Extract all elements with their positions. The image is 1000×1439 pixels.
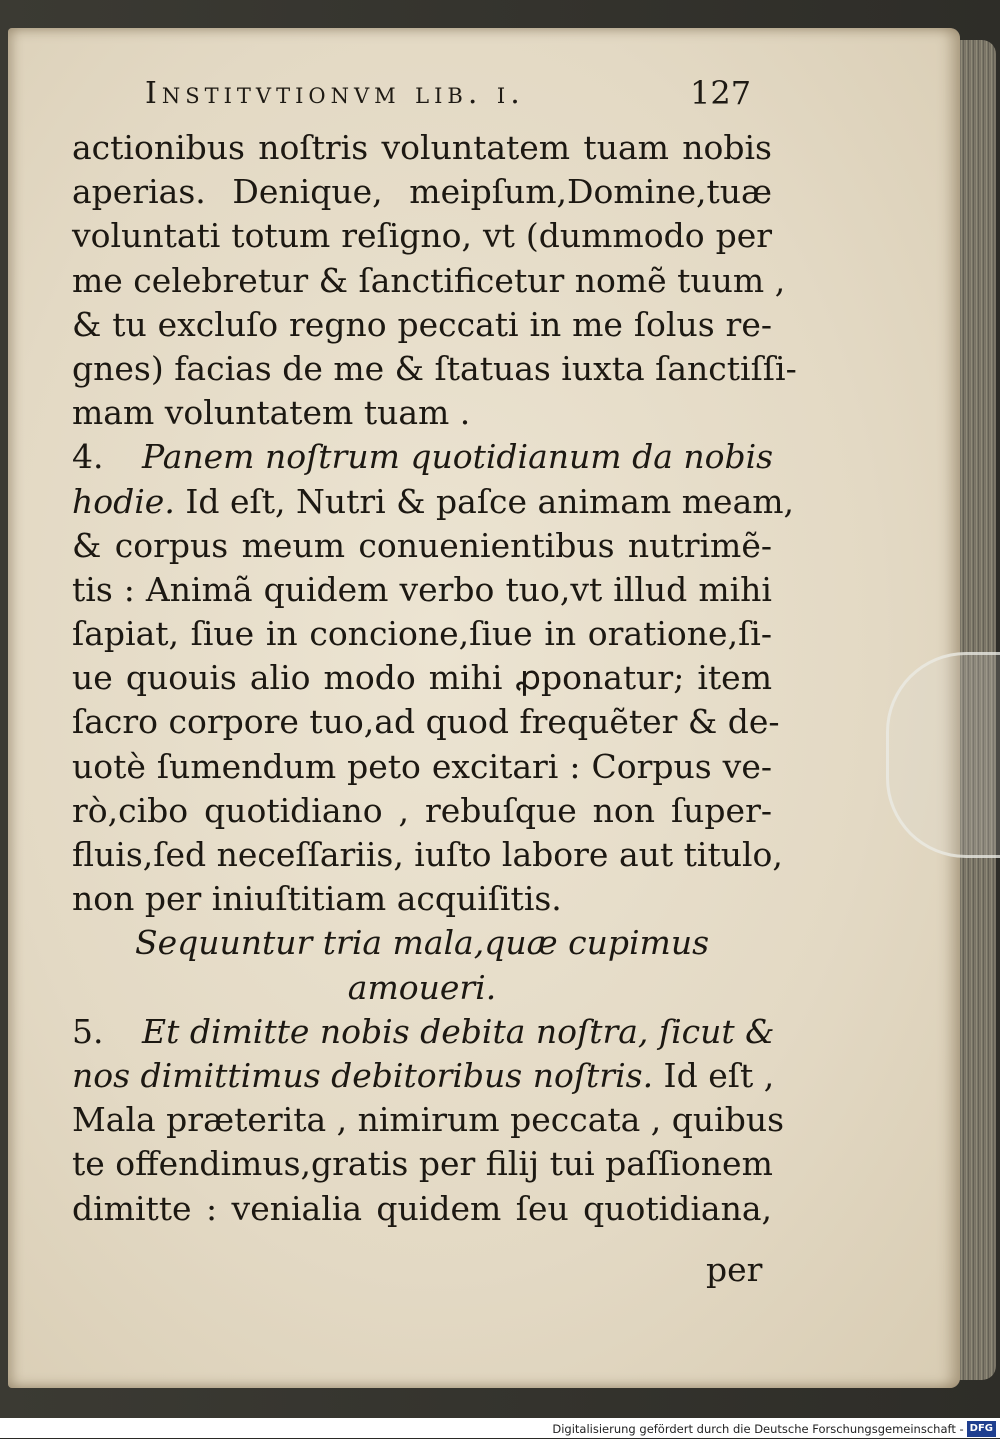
text-line: voluntati totum reſigno, vt (dummodo per [72, 216, 772, 256]
text-line: me celebretur & ſanctificetur nomẽ tuum , [72, 260, 786, 300]
commentary-text: Id eſt , [653, 1055, 775, 1095]
section-number: 5. [72, 1011, 104, 1051]
section-4-lead [72, 435, 772, 479]
commentary-text: Id eſt, Nutri & paſce animam meam, [174, 481, 795, 521]
text-line: & corpus meum conuenientibus nutrimẽ- [72, 525, 772, 565]
text-line: uotè ſumendum peto excitari : Corpus ve- [72, 746, 772, 786]
text-line: actionibus noſtris voluntatem tuam nobis [72, 128, 772, 167]
text-line [72, 1054, 775, 1098]
text-line: ſapiat, ſiue in concione,ſiue in oratione,ſi- [72, 614, 772, 654]
text-line: tis : Animã quidem verbo tuo,vt illud mihi [72, 569, 772, 609]
text-line: ſacro corpore tuo,ad quod frequẽter & de- [72, 702, 780, 742]
text-line: rò,cibo quotidiano , rebuſque non ſuper- [72, 790, 772, 830]
page-number: 127 [690, 74, 752, 112]
text-line: Mala præterita , nimirum peccata , quibus [72, 1100, 785, 1140]
running-head: Institvtionvm lib. i. [145, 76, 525, 111]
petition-text: nos dimittimus debitoribus noſtris. [72, 1055, 654, 1095]
text-line: ue quouis alio modo mihi ꝓponatur; item [72, 658, 772, 698]
petition-text: Panem noſtrum quotidianum da nobis [142, 437, 774, 477]
text-line: fluis,ſed neceſſariis, iuſto labore aut titulo, [72, 835, 783, 874]
page-text [72, 126, 797, 1231]
text-line: gnes) facias de me & ſtatuas iuxta ſanctiſſi- [72, 348, 797, 388]
petition-text: Et dimitte nobis debita noſtra, ſicut & [142, 1011, 775, 1051]
section-5-lead [72, 1010, 775, 1054]
text-line: dimitte : venialia quidem ſeu quotidiana, [72, 1188, 772, 1228]
footer-text: Digitalisierung gefördert durch die Deutsche Forschungsgemeinschaft - [552, 1421, 964, 1436]
footer-credit [0, 1418, 1000, 1438]
text-line: non per iniuſtitiam acquiſitis. [72, 879, 562, 919]
section-number: 4. [72, 437, 104, 477]
text-line: mam voluntatem tuam . [72, 393, 471, 433]
text-line: te offendimus,gratis per filij tui paſſionem [72, 1144, 773, 1184]
catchword: per [706, 1250, 763, 1289]
page-clip [886, 652, 1000, 858]
text-line [72, 480, 795, 524]
text-line: & tu excluſo regno peccati in me ſolus re- [72, 304, 772, 344]
section-heading: amoueri. [347, 967, 497, 1007]
section-heading: Sequuntur tria mala,quæ cupimus [134, 923, 710, 963]
petition-text: hodie. [72, 481, 175, 521]
text-line: aperias. Denique, meipſum,Domine,tuæ [72, 172, 772, 212]
dfg-logo-icon: DFG [967, 1421, 996, 1437]
